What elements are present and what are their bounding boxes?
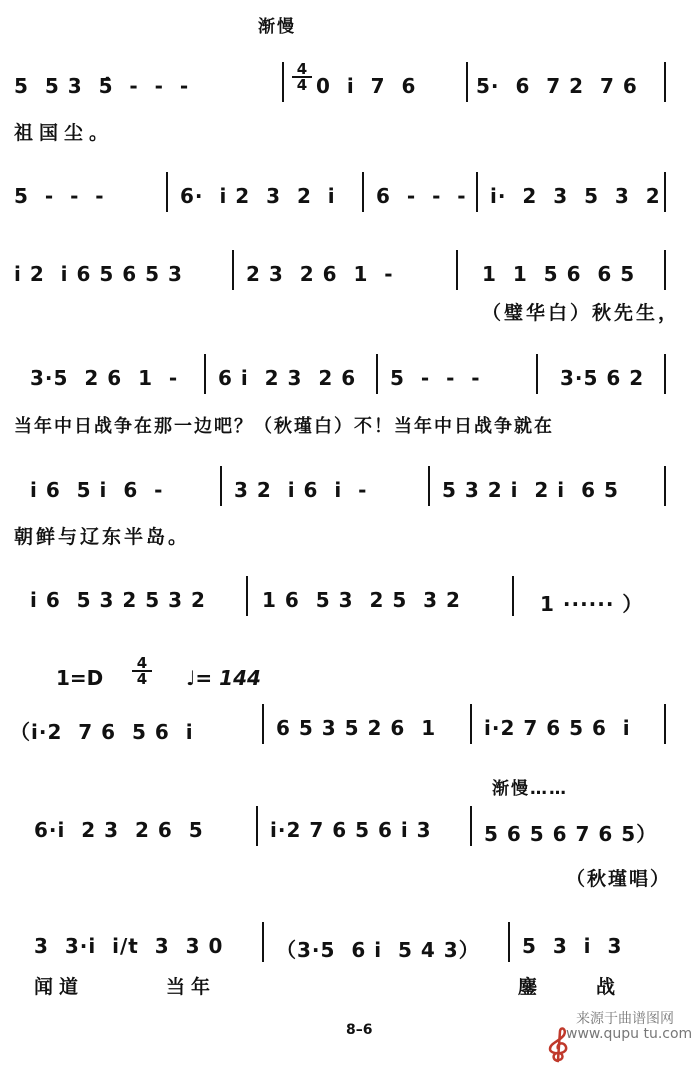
score-notes: 6 - - - — [376, 184, 467, 208]
barline — [508, 922, 510, 962]
barline — [456, 250, 458, 290]
score-notes: 6· i 2 3 2 i — [180, 184, 336, 208]
score-notes: 5 3 2 i 2 i 6 5 — [442, 478, 619, 502]
score-notes: 6·i 2 3 2 6 5 — [34, 818, 204, 842]
barline — [664, 250, 666, 290]
score-notes: 0 i 7 6 — [316, 74, 417, 98]
lyric-line: 朝鲜与辽东半岛。 — [14, 526, 191, 548]
lyric-line: 祖国尘。 — [14, 122, 115, 144]
barline — [362, 172, 364, 212]
tempo-direction: 渐慢 — [258, 17, 296, 37]
score-notes: 1 1 5 6 6 5 — [482, 262, 636, 286]
barline — [466, 62, 468, 102]
score-notes: i·2 7 6 5 6 i 3 — [270, 818, 432, 842]
barline — [512, 576, 514, 616]
barline — [262, 922, 264, 962]
barline — [166, 172, 168, 212]
barline — [428, 466, 430, 506]
time-signature: $\frac{4}{4}$ — [292, 62, 312, 92]
watermark-title: 来源于曲谱图网 — [576, 1011, 674, 1027]
barline — [256, 806, 258, 846]
score-notes: 3 2 i 6 i - — [234, 478, 368, 502]
score-notes: 6 5 3 5 2 6 1 — [276, 716, 437, 740]
score-notes: （3·5 6 i 5 4 3） — [276, 938, 480, 962]
barline — [470, 704, 472, 744]
barline — [282, 62, 284, 102]
score-notes: 2 3 2 6 1 - — [246, 262, 394, 286]
time-signature: $\frac{4}{4}$ — [132, 656, 152, 686]
score-notes: 1 6 5 3 2 5 3 2 — [262, 588, 461, 612]
lyric-word: 战 — [596, 976, 622, 998]
score-notes: i 6 5 3 2 5 3 2 — [30, 588, 206, 612]
score-notes: 6 i 2 3 2 6 — [218, 366, 357, 390]
score-notes: 5· 6 7 2 7 6 — [476, 74, 638, 98]
lyric-word: 鏖 — [518, 976, 544, 998]
barline — [470, 806, 472, 846]
score-notes: i 6 5 i 6 - — [30, 478, 164, 502]
score-notes: 3·5 6 2 — [560, 366, 645, 390]
barline — [232, 250, 234, 290]
barline — [204, 354, 206, 394]
lyric-word: 闻道 — [34, 976, 85, 998]
treble-clef-icon — [534, 1008, 564, 1038]
score-notes: 3 3·i i/t 3 3 0 — [34, 934, 224, 958]
score-notes: i· 2 3 5 3 2 — [490, 184, 661, 208]
barline — [664, 62, 666, 102]
key-signature: 1=D — [56, 666, 104, 690]
score-notes: 5 - - - — [14, 184, 105, 208]
barline — [376, 354, 378, 394]
barline — [664, 354, 666, 394]
page-number: 8–6 — [346, 1022, 373, 1038]
tempo-direction: 渐慢…… — [492, 779, 568, 799]
score-notes: （i·2 7 6 5 6 i — [10, 720, 194, 744]
lyric-word: 当年 — [166, 976, 217, 998]
barline — [536, 354, 538, 394]
spoken-line: （璧华白）秋先生， — [482, 302, 681, 324]
barline — [246, 576, 248, 616]
barline — [476, 172, 478, 212]
singer-mark: （秋瑾唱） — [566, 868, 672, 890]
metronome-mark: ♩= 144 — [186, 666, 261, 690]
score-notes: 5 5 3 5̂ - - - — [14, 74, 190, 98]
spoken-line: 当年中日战争在那一边吧？（秋瑾白）不！当年中日战争就在 — [14, 416, 554, 437]
score-notes: 5 3 i 3 — [522, 934, 623, 958]
barline — [664, 172, 666, 212]
score-notes: i·2 7 6 5 6 i — [484, 716, 631, 740]
score-notes: i 2 i 6 5 6 5 3 — [14, 262, 183, 286]
barline — [220, 466, 222, 506]
barline — [664, 704, 666, 744]
barline — [664, 466, 666, 506]
watermark-url: www.qupu tu.com — [566, 1026, 693, 1042]
score-notes: 1 ······ ） — [540, 592, 644, 616]
score-notes: 5 6 5 6 7 6 5） — [484, 822, 658, 846]
score-notes: 3·5 2 6 1 - — [30, 366, 179, 390]
barline — [262, 704, 264, 744]
score-notes: 5 - - - — [390, 366, 481, 390]
